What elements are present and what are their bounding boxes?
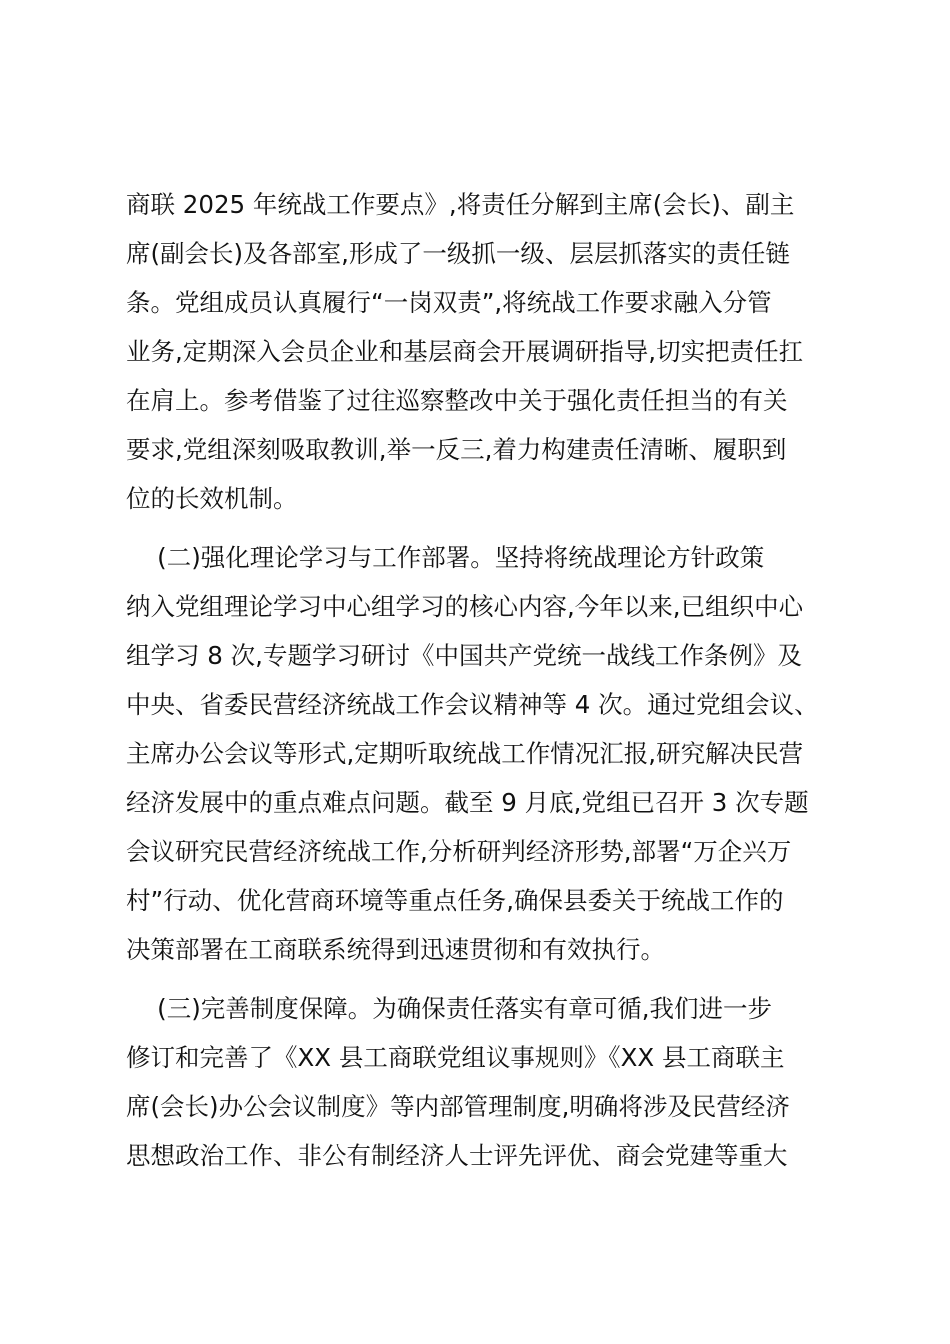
paragraph-3 <box>126 984 836 1180</box>
text-line: 纳入党组理论学习中心组学习的核心内容,今年以来,已组织中心 <box>126 592 804 621</box>
text-line: 位的长效机制。 <box>126 484 298 513</box>
text-line: 经济发展中的重点难点问题。截至 9 月底,党组已召开 3 次专题 <box>126 788 809 817</box>
text-line: 会议研究民营经济统战工作,分析研判经济形势,部署“万企兴万 <box>126 837 792 866</box>
text-line: 村”行动、优化营商环境等重点任务,确保县委关于统战工作的 <box>126 886 784 915</box>
paragraph-spacer <box>126 523 836 533</box>
text-line: 在肩上。参考借鉴了过往巡察整改中关于强化责任担当的有关 <box>126 386 788 415</box>
text-line: 席(会长)办公会议制度》等内部管理制度,明确将涉及民营经济 <box>126 1092 790 1121</box>
text-line: 思想政治工作、非公有制经济人士评先评优、商会党建等重大 <box>126 1141 788 1170</box>
text-line: 主席办公会议等形式,定期听取统战工作情况汇报,研究解决民营 <box>126 739 804 768</box>
text-line: 席(副会长)及各部室,形成了一级抓一级、层层抓落实的责任链 <box>126 239 790 268</box>
paragraph-2 <box>126 533 836 974</box>
text-line: 组学习 8 次,专题学习研讨《中国共产党统一战线工作条例》及 <box>126 641 802 670</box>
text-line: (二)强化理论学习与工作部署。坚持将统战理论方针政策 <box>126 543 765 572</box>
text-line: 修订和完善了《XX 县工商联党组议事规则》《XX 县工商联主 <box>126 1043 785 1072</box>
text-line: 决策部署在工商联系统得到迅速贯彻和有效执行。 <box>126 935 665 964</box>
text-line: 要求,党组深刻吸取教训,举一反三,着力构建责任清晰、履职到 <box>126 435 787 464</box>
document-body <box>126 180 836 1180</box>
text-line: 业务,定期深入会员企业和基层商会开展调研指导,切实把责任扛 <box>126 337 804 366</box>
paragraph-1 <box>126 180 836 523</box>
text-line: 条。党组成员认真履行“一岗双责”,将统战工作要求融入分管 <box>126 288 772 317</box>
paragraph-spacer <box>126 974 836 984</box>
text-line: 商联 2025 年统战工作要点》,将责任分解到主席(会长)、副主 <box>126 190 795 219</box>
text-line: 中央、省委民营经济统战工作会议精神等 4 次。通过党组会议、 <box>126 690 819 719</box>
text-line: (三)完善制度保障。为确保责任落实有章可循,我们进一步 <box>126 994 773 1023</box>
